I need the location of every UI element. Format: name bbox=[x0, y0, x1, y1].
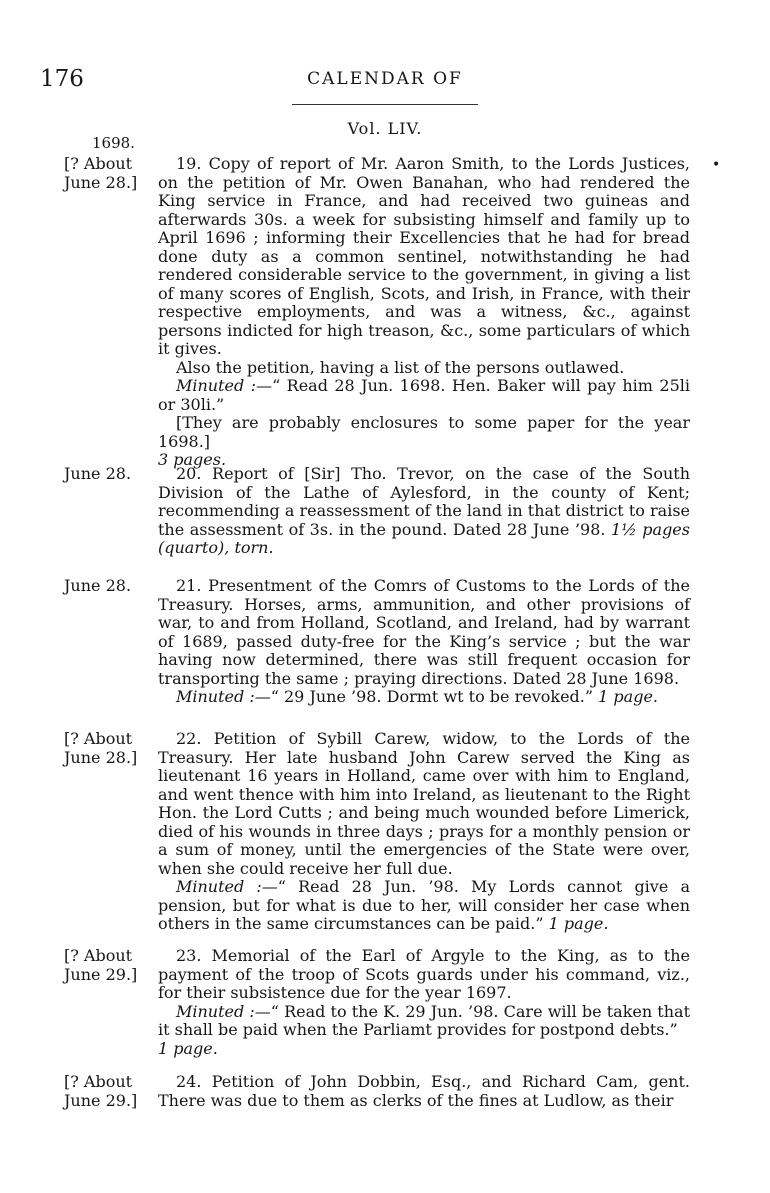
entry-text bbox=[158, 465, 690, 558]
minuted-text: “ Read to the K. 29 Jun. ’98. Care will be taken that it shall be paid when the Parliamt provides for postpond debts.” bbox=[158, 1001, 690, 1039]
entry-text-main: 20. Report of [Sir] Tho. Trevor, on the case of the South Division of the Lathe of Aylesford, in the county of Kent; recommending a reassessment of the land in that district to raise the assessment of 3s. in the pound. Dated 28 June ’98. bbox=[158, 464, 690, 539]
entry-pages: 1 page. bbox=[158, 1038, 218, 1058]
entry-body bbox=[158, 155, 690, 470]
entry-text: 22. Petition of Sybill Carew, widow, to the Lords of the Treasury. Her late husband John Carew served the King as lieutenant 16 years in Holland, came over with him to England, and went thence with him into Ireland, as lieutenant to the Right Hon. the Lord Cutts ; and being much wounded before Limerick, died of his wounds in three days ; prays for a monthly pension or a sum of money, until the emergencies of the State were over, when she could receive her full due. bbox=[158, 729, 690, 878]
entry-date: June 28. bbox=[64, 576, 132, 595]
volume-heading: Vol. LIV. bbox=[347, 119, 423, 138]
entry-date: [? About June 28.] bbox=[64, 729, 138, 767]
margin-mark: • bbox=[712, 157, 721, 173]
entry-text: 23. Memorial of the Earl of Argyle to the King, as to the payment of the troop of Scots guards under his command, viz., for their subsistence due for the year 1697. bbox=[158, 946, 690, 1002]
minuted-text: “ Read 28 Jun. 1698. Hen. Baker will pay him 25li or 30li.” bbox=[158, 376, 690, 414]
year-label: 1698. bbox=[92, 134, 135, 152]
entry-text: 21. Presentment of the Comrs of Customs to the Lords of the Treasury. Horses, arms, ammunition, and other provisions of war, to and from Holland, Scotland, and Ireland, had by warrant of 1689, passed duty-free for the King’s service ; but the war having now determined, there was still frequent occasion for transporting the same ; praying directions. Dated 28 June 1698. bbox=[158, 576, 690, 688]
entry-date: [? About June 28.] bbox=[64, 154, 138, 192]
entry-minute bbox=[158, 878, 690, 934]
entry-body bbox=[158, 947, 690, 1058]
entry-body bbox=[158, 730, 690, 934]
entry-date: June 28. bbox=[64, 464, 132, 483]
entry-pages: 1 page. bbox=[548, 914, 609, 933]
minuted-label: Minuted :— bbox=[176, 687, 271, 706]
entry-minute bbox=[158, 1003, 690, 1040]
minuted-label: Minuted :— bbox=[176, 877, 278, 896]
entry-pages: 3 pages. bbox=[158, 450, 227, 469]
entry-pages: 1 page. bbox=[598, 687, 658, 706]
entry-text: 19. Copy of report of Mr. Aaron Smith, to the Lords Justices, on the petition of Mr. Owen Banahan, who had rendered the King service in France, and had received two guineas and afterwards 30s. a week for subsisting himself and family up to April 1696 ; informing their Excellencies that he had for bread done duty as a common sentinel, notwithstanding he had rendered considerable service to the government, in giving a list of many scores of English, Scots, and Irish, in France, with their respective employments, and was a witness, &c., against persons indicted for high treason, &c., some particulars of which it gives. bbox=[158, 154, 690, 358]
entry-minute bbox=[158, 688, 690, 707]
page-number: 176 bbox=[40, 66, 84, 92]
header-rule bbox=[292, 104, 478, 105]
entry-body bbox=[158, 465, 690, 558]
entry-also: Also the petition, having a list of the persons outlawed. bbox=[176, 357, 625, 377]
entry-body bbox=[158, 1073, 690, 1110]
entry-note: [They are probably enclosures to some paper for the year 1698.] bbox=[158, 413, 690, 451]
entry-text: 24. Petition of John Dobbin, Esq., and Richard Cam, gent. There was due to them as clerks of the fines at Ludlow, as their bbox=[158, 1072, 690, 1110]
entry-minute bbox=[158, 377, 690, 414]
entry-pages: 1½ pages (quarto), torn. bbox=[158, 519, 690, 557]
minuted-text: “ Read 28 Jun. ’98. My Lords cannot give a pension, but for what is due to her, will consider her case when others in the same circumstances can be paid.” bbox=[158, 877, 690, 933]
running-title: CALENDAR OF bbox=[307, 69, 463, 89]
entry-body bbox=[158, 577, 690, 707]
minuted-text: “ 29 June ’98. Dormt wt to be revoked.” bbox=[270, 687, 594, 706]
entry-date: [? About June 29.] bbox=[64, 946, 138, 984]
entry-date: [? About June 29.] bbox=[64, 1072, 138, 1110]
minuted-label: Minuted :— bbox=[176, 1001, 271, 1021]
minuted-label: Minuted :— bbox=[176, 376, 273, 395]
